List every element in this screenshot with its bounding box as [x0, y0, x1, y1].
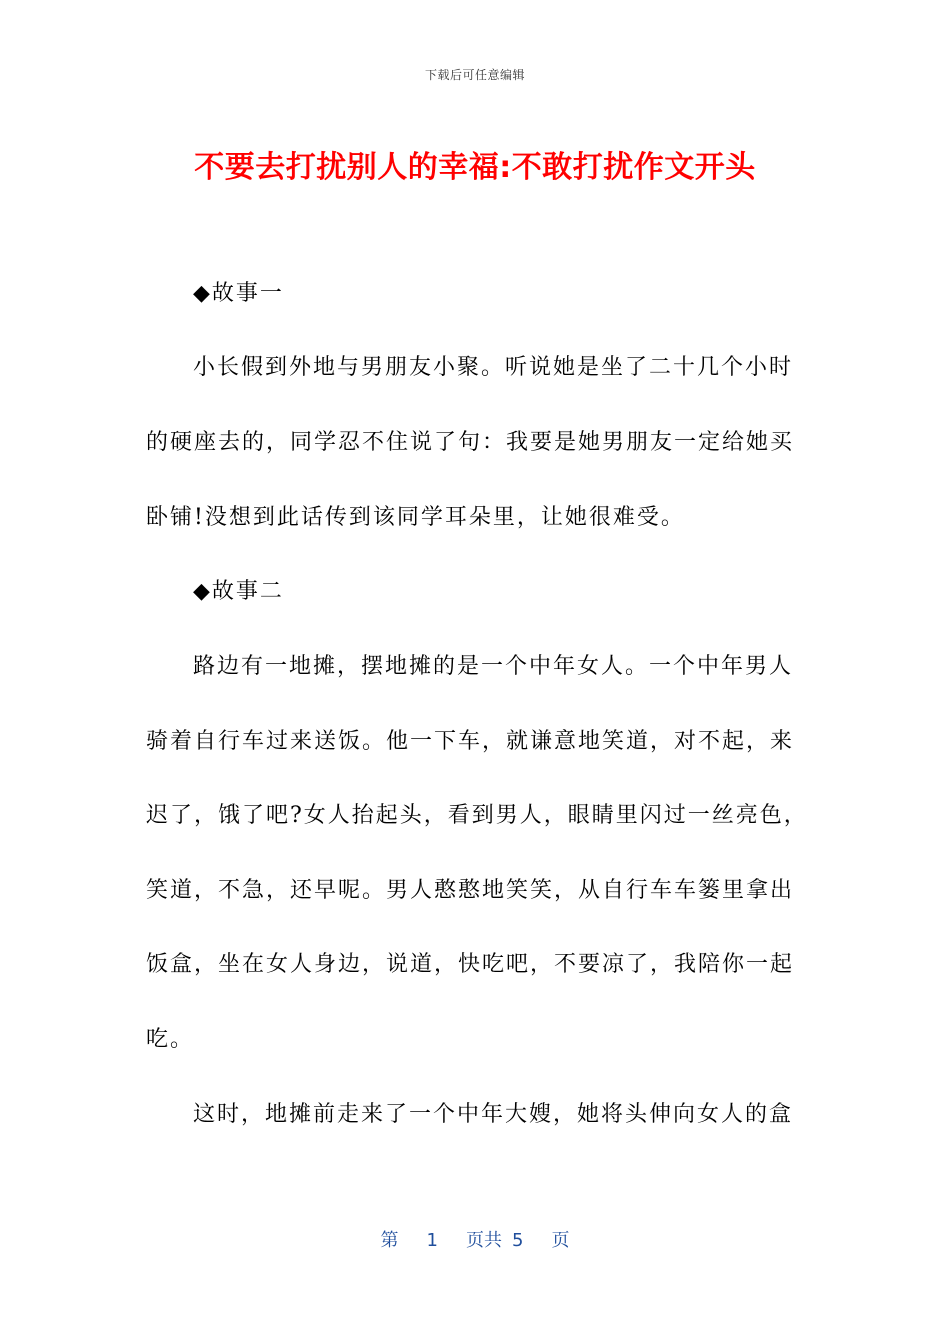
document-title: 不要去打扰别人的幸福:不敢打扰作文开头 [194, 150, 756, 185]
footer-prefix: 第 [380, 1230, 399, 1251]
paragraph-line: 小长假到外地与男朋友小聚。听说她是坐了二十几个小时 [193, 355, 794, 380]
footer-total-pages: 5 [512, 1230, 524, 1251]
footer-current-page: 1 [426, 1230, 438, 1251]
paragraph-line: 笑道，不急，还早呢。男人憨憨地笑笑，从自行车车篓里拿出 [146, 878, 795, 903]
paragraph-line: 这时，地摊前走来了一个中年大嫂，她将头伸向女人的盒 [193, 1102, 794, 1127]
paragraph-line: 骑着自行车过来送饭。他一下车，就谦意地笑道，对不起，来 [146, 729, 795, 754]
paragraph-line: 迟了，饿了吧?女人抬起头，看到男人，眼睛里闪过一丝亮色， [146, 803, 808, 828]
page-footer [0, 1226, 950, 1252]
section-heading-story-2: ◆故事二 [193, 579, 284, 604]
paragraph-line: 卧铺!没想到此话传到该同学耳朵里，让她很难受。 [146, 505, 685, 530]
paragraph-line: 路边有一地摊，摆地摊的是一个中年女人。一个中年男人 [193, 654, 794, 679]
paragraph-line: 饭盒，坐在女人身边，说道，快吃吧，不要凉了，我陪你一起 [146, 952, 795, 977]
paragraph-line: 的硬座去的，同学忍不住说了句：我要是她男朋友一定给她买 [146, 430, 795, 455]
footer-suffix: 页 [551, 1230, 570, 1251]
footer-middle: 页共 [466, 1230, 502, 1251]
section-heading-story-1: ◆故事一 [193, 281, 284, 306]
page-header-note: 下载后可任意编辑 [424, 68, 525, 82]
paragraph-line: 吃。 [146, 1027, 195, 1052]
